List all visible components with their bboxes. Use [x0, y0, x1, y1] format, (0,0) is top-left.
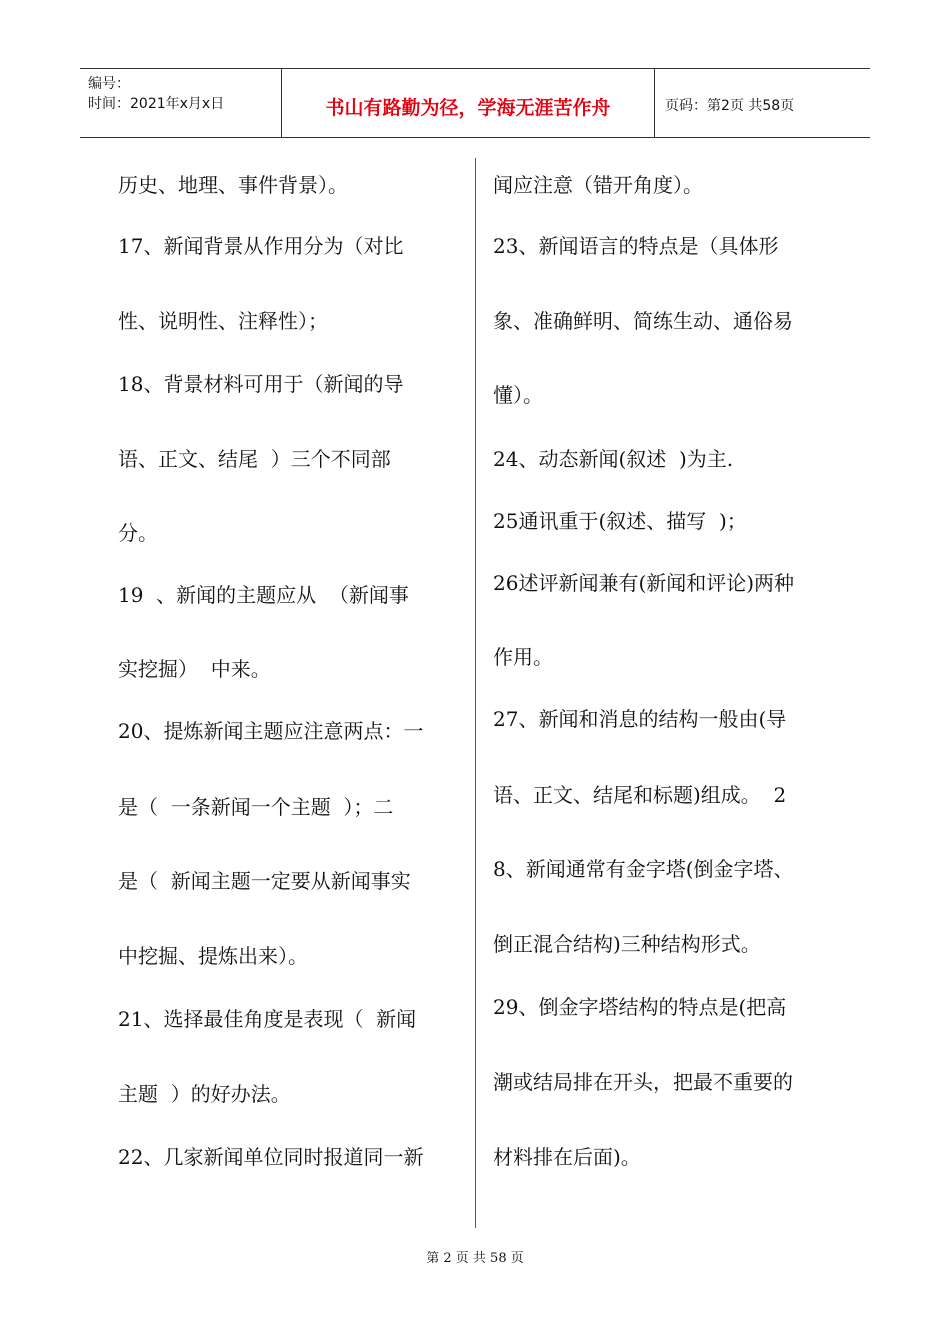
- header-motto-cell: [282, 69, 655, 137]
- header-meta-cell: [80, 69, 282, 137]
- left-column-line: 是（ 一条新闻一个主题 ）；二: [118, 795, 394, 819]
- left-column-line: 分。: [118, 521, 158, 545]
- left-column-line: 中挖掘、提炼出来）。: [118, 944, 308, 968]
- left-column-line: 主题 ）的好办法。: [118, 1082, 291, 1106]
- right-column-line: 26述评新闻兼有(新闻和评论)两种: [493, 571, 795, 595]
- left-column-line: 18、背景材料可用于（新闻的导: [118, 372, 404, 396]
- header-page-cell: [655, 69, 870, 137]
- left-column-line: 性、说明性、注释性）；: [118, 309, 328, 333]
- right-column-line: 27、新闻和消息的结构一般由(导: [493, 707, 787, 731]
- left-column-line: 语、正文、结尾 ）三个不同部: [118, 447, 391, 471]
- right-column-line: 懂）。: [493, 383, 543, 407]
- right-column-line: 8、新闻通常有金字塔(倒金字塔、: [493, 857, 794, 881]
- right-column-line: 语、正文、结尾和标题)组成。 2: [493, 783, 787, 807]
- right-column-line: 29、倒金字塔结构的特点是(把高: [493, 995, 787, 1019]
- left-column-line: 历史、地理、事件背景）。: [118, 173, 348, 197]
- motto-text: 书山有路勤为径，学海无涯苦作舟: [325, 97, 611, 119]
- left-column-line: 实挖掘） 中来。: [118, 657, 271, 681]
- right-column-line: 24、动态新闻(叙述 )为主.: [493, 447, 734, 471]
- right-column-line: 倒正混合结构)三种结构形式。: [493, 932, 761, 956]
- right-column-line: 闻应注意（错开角度）。: [493, 173, 703, 197]
- number-label: 编号：: [88, 76, 130, 92]
- right-column-line: 作用。: [493, 645, 553, 669]
- document-header: [80, 68, 870, 138]
- time-label: 时间：2021年x月x日: [88, 96, 225, 112]
- right-column-line: 象、准确鲜明、简练生动、通俗易: [493, 309, 793, 333]
- left-column-line: 22、几家新闻单位同时报道同一新: [118, 1145, 424, 1169]
- column-divider: [475, 158, 476, 1228]
- left-column-line: 21、选择最佳角度是表现（ 新闻: [118, 1007, 417, 1031]
- right-column-line: 25通讯重于(叙述、描写 )；: [493, 509, 747, 533]
- right-column-line: 潮或结局排在开头，把最不重要的: [493, 1070, 793, 1094]
- header-page-label: 页码：第2页 共58页: [665, 98, 795, 114]
- left-column-line: 17、新闻背景从作用分为（对比: [118, 234, 404, 258]
- right-column-line: 23、新闻语言的特点是（具体形: [493, 234, 779, 258]
- page-footer: 第 2 页 共 58 页: [426, 1251, 524, 1266]
- left-column-line: 是（ 新闻主题一定要从新闻事实: [118, 869, 411, 893]
- right-column-line: 材料排在后面)。: [493, 1145, 641, 1169]
- left-column-line: 19 、新闻的主题应从 （新闻事: [118, 583, 409, 607]
- left-column-line: 20、提炼新闻主题应注意两点：一: [118, 719, 424, 743]
